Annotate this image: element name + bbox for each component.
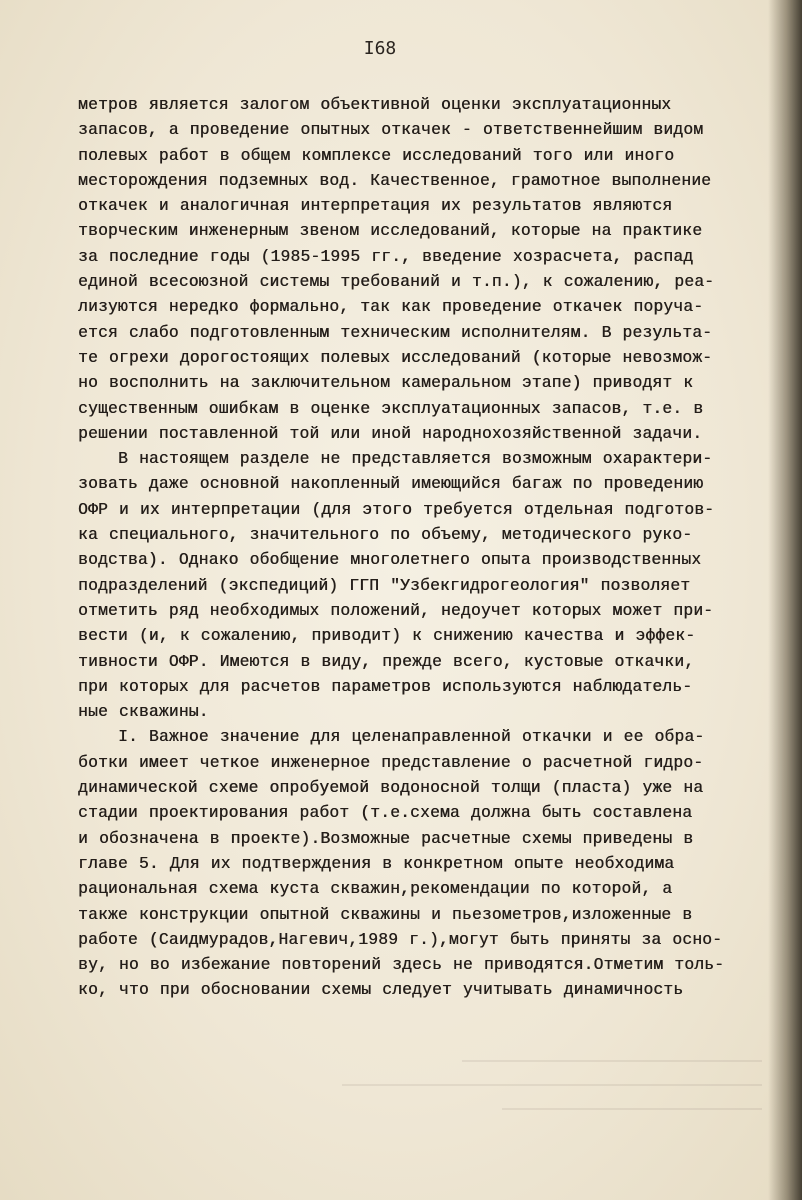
text-line: решении поставленной той или иной народнохозяйственной задачи. — [78, 423, 703, 443]
text-line: рациональная схема куста скважин,рекомендации по которой, а — [78, 879, 673, 899]
text-line: те огрехи дорогостоящих полевых исследований (которые невозмож- — [78, 347, 713, 367]
text-line: ные скважины. — [78, 702, 209, 722]
text-line: полевых работ в общем комплексе исследований того или иного — [78, 145, 675, 165]
text-line: стадии проектирования работ (т.е.схема должна быть составлена — [78, 803, 693, 823]
text-line: но восполнить на заключительном камеральном этапе) приводят к — [78, 373, 694, 393]
text-line: творческим инженерным звеном исследований, которые на практике — [78, 221, 703, 241]
text-line: месторождения подземных вод. Качественное, грамотное выполнение — [78, 170, 712, 190]
bleed-through-mark — [462, 1060, 762, 1062]
text-line: единой всесоюзной системы требований и т.п.), к сожалению, реа- — [78, 272, 715, 292]
text-line: работе (Саидмурадов,Нагевич,1989 г.),могут быть приняты за осно- — [78, 929, 723, 949]
text-line: тивности ОФР. Имеются в виду, прежде всего, кустовые откачки, — [78, 651, 695, 671]
text-line: динамической схеме опробуемой водоносной толщи (пласта) уже на — [78, 778, 704, 798]
page-number: I68 — [363, 38, 397, 59]
text-line: и обозначена в проекте).Возможные расчетные схемы приведены в — [78, 828, 694, 848]
text-line: ботки имеет четкое инженерное представление о расчетной гидро- — [78, 752, 704, 772]
text-line: метров является залогом объективной оценки эксплуатационных — [78, 95, 672, 114]
text-line: подразделений (экспедиций) ГГП "Узбекгидрогеология" позволяет — [78, 575, 691, 595]
paragraph-start-line: I. Важное значение для целенаправленной откачки и ее обра- — [118, 727, 705, 747]
text-line: ется слабо подготовленным техническим исполнителям. В результа- — [78, 322, 713, 342]
text-line: при которых для расчетов параметров используются наблюдатель- — [78, 676, 693, 696]
text-line: зовать даже основной накопленный имеющийся багаж по проведению — [78, 474, 704, 494]
body-text — [78, 92, 768, 1003]
text-line: водства). Однако обобщение многолетнего опыта производственных — [78, 550, 702, 570]
text-line: ОФР и их интерпретации (для этого требуется отдельная подготов- — [78, 499, 715, 519]
text-line: лизуются нередко формально, так как проведение откачек поруча- — [78, 297, 704, 317]
text-line: ву, но во избежание повторений здесь не приводятся.Отметим толь- — [78, 955, 725, 975]
text-line: существенным ошибкам в оценке эксплуатационных запасов, т.е. в — [78, 398, 704, 418]
paragraph-start-line: В настоящем разделе не представляется возможным охарактери- — [118, 449, 713, 469]
text-line: запасов, а проведение опытных откачек - ответственнейшим видом — [78, 120, 704, 140]
text-line: отметить ряд необходимых положений, недоучет которых может при- — [78, 600, 714, 620]
text-line: ка специального, значительного по объему, методического руко- — [78, 525, 693, 545]
text-line: главе 5. Для их подтверждения в конкретном опыте необходима — [78, 853, 675, 873]
text-line: ко, что при обосновании схемы следует учитывать динамичность — [78, 980, 684, 1000]
scan-edge-shadow — [768, 0, 802, 1200]
text-line: вести (и, к сожалению, приводит) к снижению качества и эффек- — [78, 626, 696, 646]
text-line: за последние годы (1985-1995 гг., введение хозрасчета, распад — [78, 246, 694, 266]
text-line: откачек и аналогичная интерпретация их результатов являются — [78, 196, 673, 216]
text-line: также конструкции опытной скважины и пьезометров,изложенные в — [78, 904, 693, 924]
bleed-through-mark — [502, 1108, 762, 1110]
bleed-through-mark — [342, 1084, 762, 1086]
